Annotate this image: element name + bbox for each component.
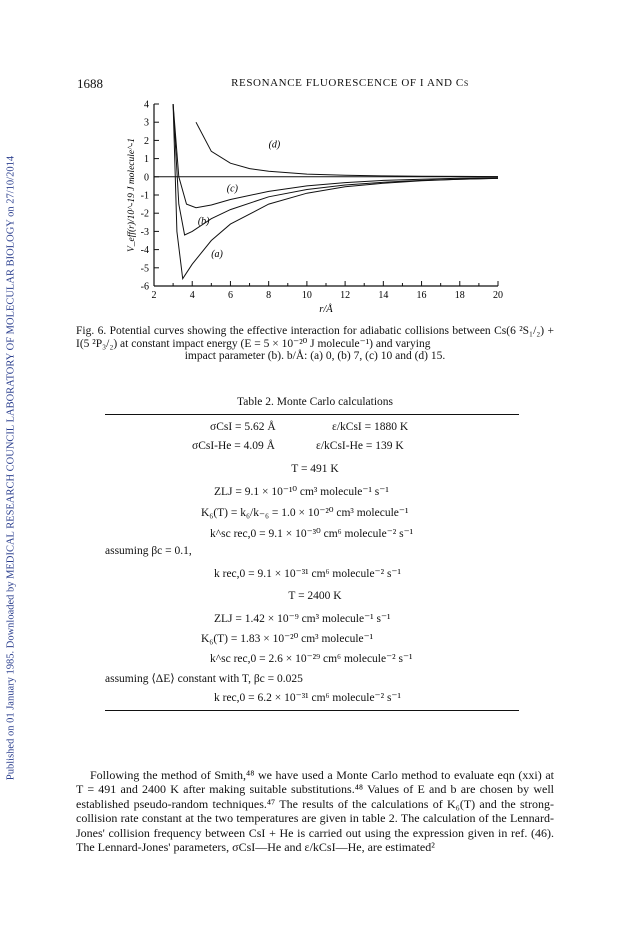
- epsilon-csi-he: ε/kCsI-He = 139 K: [316, 440, 404, 452]
- y-tick-label: 4: [144, 99, 149, 111]
- table-top-rule: [105, 414, 519, 415]
- y-tick-label: 3: [144, 117, 149, 129]
- y-tick-label: -2: [140, 208, 149, 220]
- download-watermark-text: Published on 01 January 1985. Downloaded by MEDICAL RESEARCH COUNCIL LABORATORY OF MOLECULAR BIOLOGY on 27/10/2014: [5, 155, 17, 781]
- assumption-2400: assuming ⟨ΔE⟩ constant with T, βc = 0.025: [105, 673, 303, 685]
- page-number: 1688: [77, 76, 103, 91]
- temperature-2400: T = 2400 K: [288, 590, 342, 602]
- curve-label: (a): [211, 248, 223, 260]
- curve-label: (b): [197, 216, 210, 228]
- ksc-rec-2400: k^sc rec,0 = 2.6 × 10⁻²⁹ cm⁶ molecule⁻² s⁻¹: [210, 653, 413, 665]
- curve-label: (d): [268, 139, 281, 151]
- x-tick-label: 14: [378, 290, 389, 301]
- x-tick-label: 20: [493, 290, 503, 301]
- x-tick-label: 18: [454, 290, 465, 301]
- y-tick-label: 1: [144, 154, 149, 166]
- curve-d: [196, 122, 498, 176]
- krec-491: k rec,0 = 9.1 × 10⁻³¹ cm⁶ molecule⁻² s⁻¹: [214, 568, 401, 580]
- sigma-csi: σCsI = 5.62 Å: [210, 421, 276, 433]
- krec-2400: k rec,0 = 6.2 × 10⁻³¹ cm⁶ molecule⁻² s⁻¹: [214, 692, 401, 704]
- x-tick-label: 8: [266, 290, 272, 301]
- y-tick-label: -6: [140, 281, 149, 293]
- ksc-rec-491: k^sc rec,0 = 9.1 × 10⁻³⁰ cm⁶ molecule⁻² s⁻¹: [210, 528, 414, 540]
- x-tick-label: 2: [151, 290, 157, 301]
- x-tick-label: 4: [189, 290, 195, 301]
- potential-curves-chart: [120, 96, 510, 321]
- y-tick-label: -3: [140, 226, 149, 238]
- table-title: Table 2. Monte Carlo calculations: [237, 396, 393, 408]
- y-tick-label: -1: [140, 190, 149, 202]
- y-tick-label: 0: [144, 172, 149, 184]
- running-head: RESONANCE FLUORESCENCE OF I AND Cs: [231, 77, 469, 89]
- y-tick-label: -5: [140, 263, 149, 275]
- z-lj-491: ZLJ = 9.1 × 10⁻¹⁰ cm³ molecule⁻¹ s⁻¹: [214, 486, 389, 498]
- curve-b: [173, 104, 498, 235]
- curve-label: (c): [226, 183, 238, 195]
- z-lj-2400: ZLJ = 1.42 × 10⁻⁹ cm³ molecule⁻¹ s⁻¹: [214, 613, 391, 625]
- x-tick-label: 16: [416, 290, 427, 301]
- curve-c: [173, 104, 498, 208]
- caption-line-1: Fig. 6. Potential curves showing the effective interaction for adiabatic collisions between Cs(6 ²S₁/₂) + I(5 ²P₃/₂) at constant impact energy (E = 5 × 10⁻²⁰ J molecule⁻¹) and varying: [76, 325, 554, 350]
- epsilon-csi: ε/kCsI = 1880 K: [332, 421, 409, 433]
- k6-491: K₆(T) = k₆/k₋₆ = 1.0 × 10⁻²⁰ cm³ molecule⁻¹: [201, 507, 409, 519]
- x-tick-label: 6: [227, 290, 233, 301]
- figure-6: [120, 96, 510, 326]
- caption-line-2: impact parameter (b). b/Å: (a) 0, (b) 7, (c) 10 and (d) 15.: [184, 350, 446, 362]
- table-bottom-rule: [105, 710, 519, 711]
- body-paragraph: Following the method of Smith,⁴⁸ we have used a Monte Carlo method to evaluate eqn (xxi) at T = 491 and 2400 K after making suitable substitutions.⁴⁸ Values of E and b are chosen by well established pseudo-random techniques.⁴⁷ The results of the calculations of K₆(T) and the strong-collision rate constant at the two temperatures are given in table 2. The calculation of the Lennard-Jones' collision frequency between CsI + He is carried out using the expression given in ref. (46). The Lennard-Jones' parameters, σCsI—He and ε/kCsI—He, are estimated²: [76, 768, 554, 855]
- x-axis-label: r/Å: [319, 304, 333, 315]
- download-watermark: [0, 0, 22, 937]
- x-tick-label: 12: [340, 290, 351, 301]
- y-axis-label: V_eff(r)/10^-19 J molecule^-1: [127, 137, 137, 253]
- x-tick-label: 10: [301, 290, 312, 301]
- k6-2400: K₆(T) = 1.83 × 10⁻²⁰ cm³ molecule⁻¹: [201, 633, 374, 645]
- y-tick-label: -4: [140, 245, 149, 257]
- assumption-491: assuming βc = 0.1,: [105, 545, 192, 557]
- figure-caption: [76, 325, 554, 363]
- sigma-csi-he: σCsI-He = 4.09 Å: [192, 440, 275, 452]
- y-tick-label: 2: [144, 135, 149, 147]
- temperature-491: T = 491 K: [291, 463, 339, 475]
